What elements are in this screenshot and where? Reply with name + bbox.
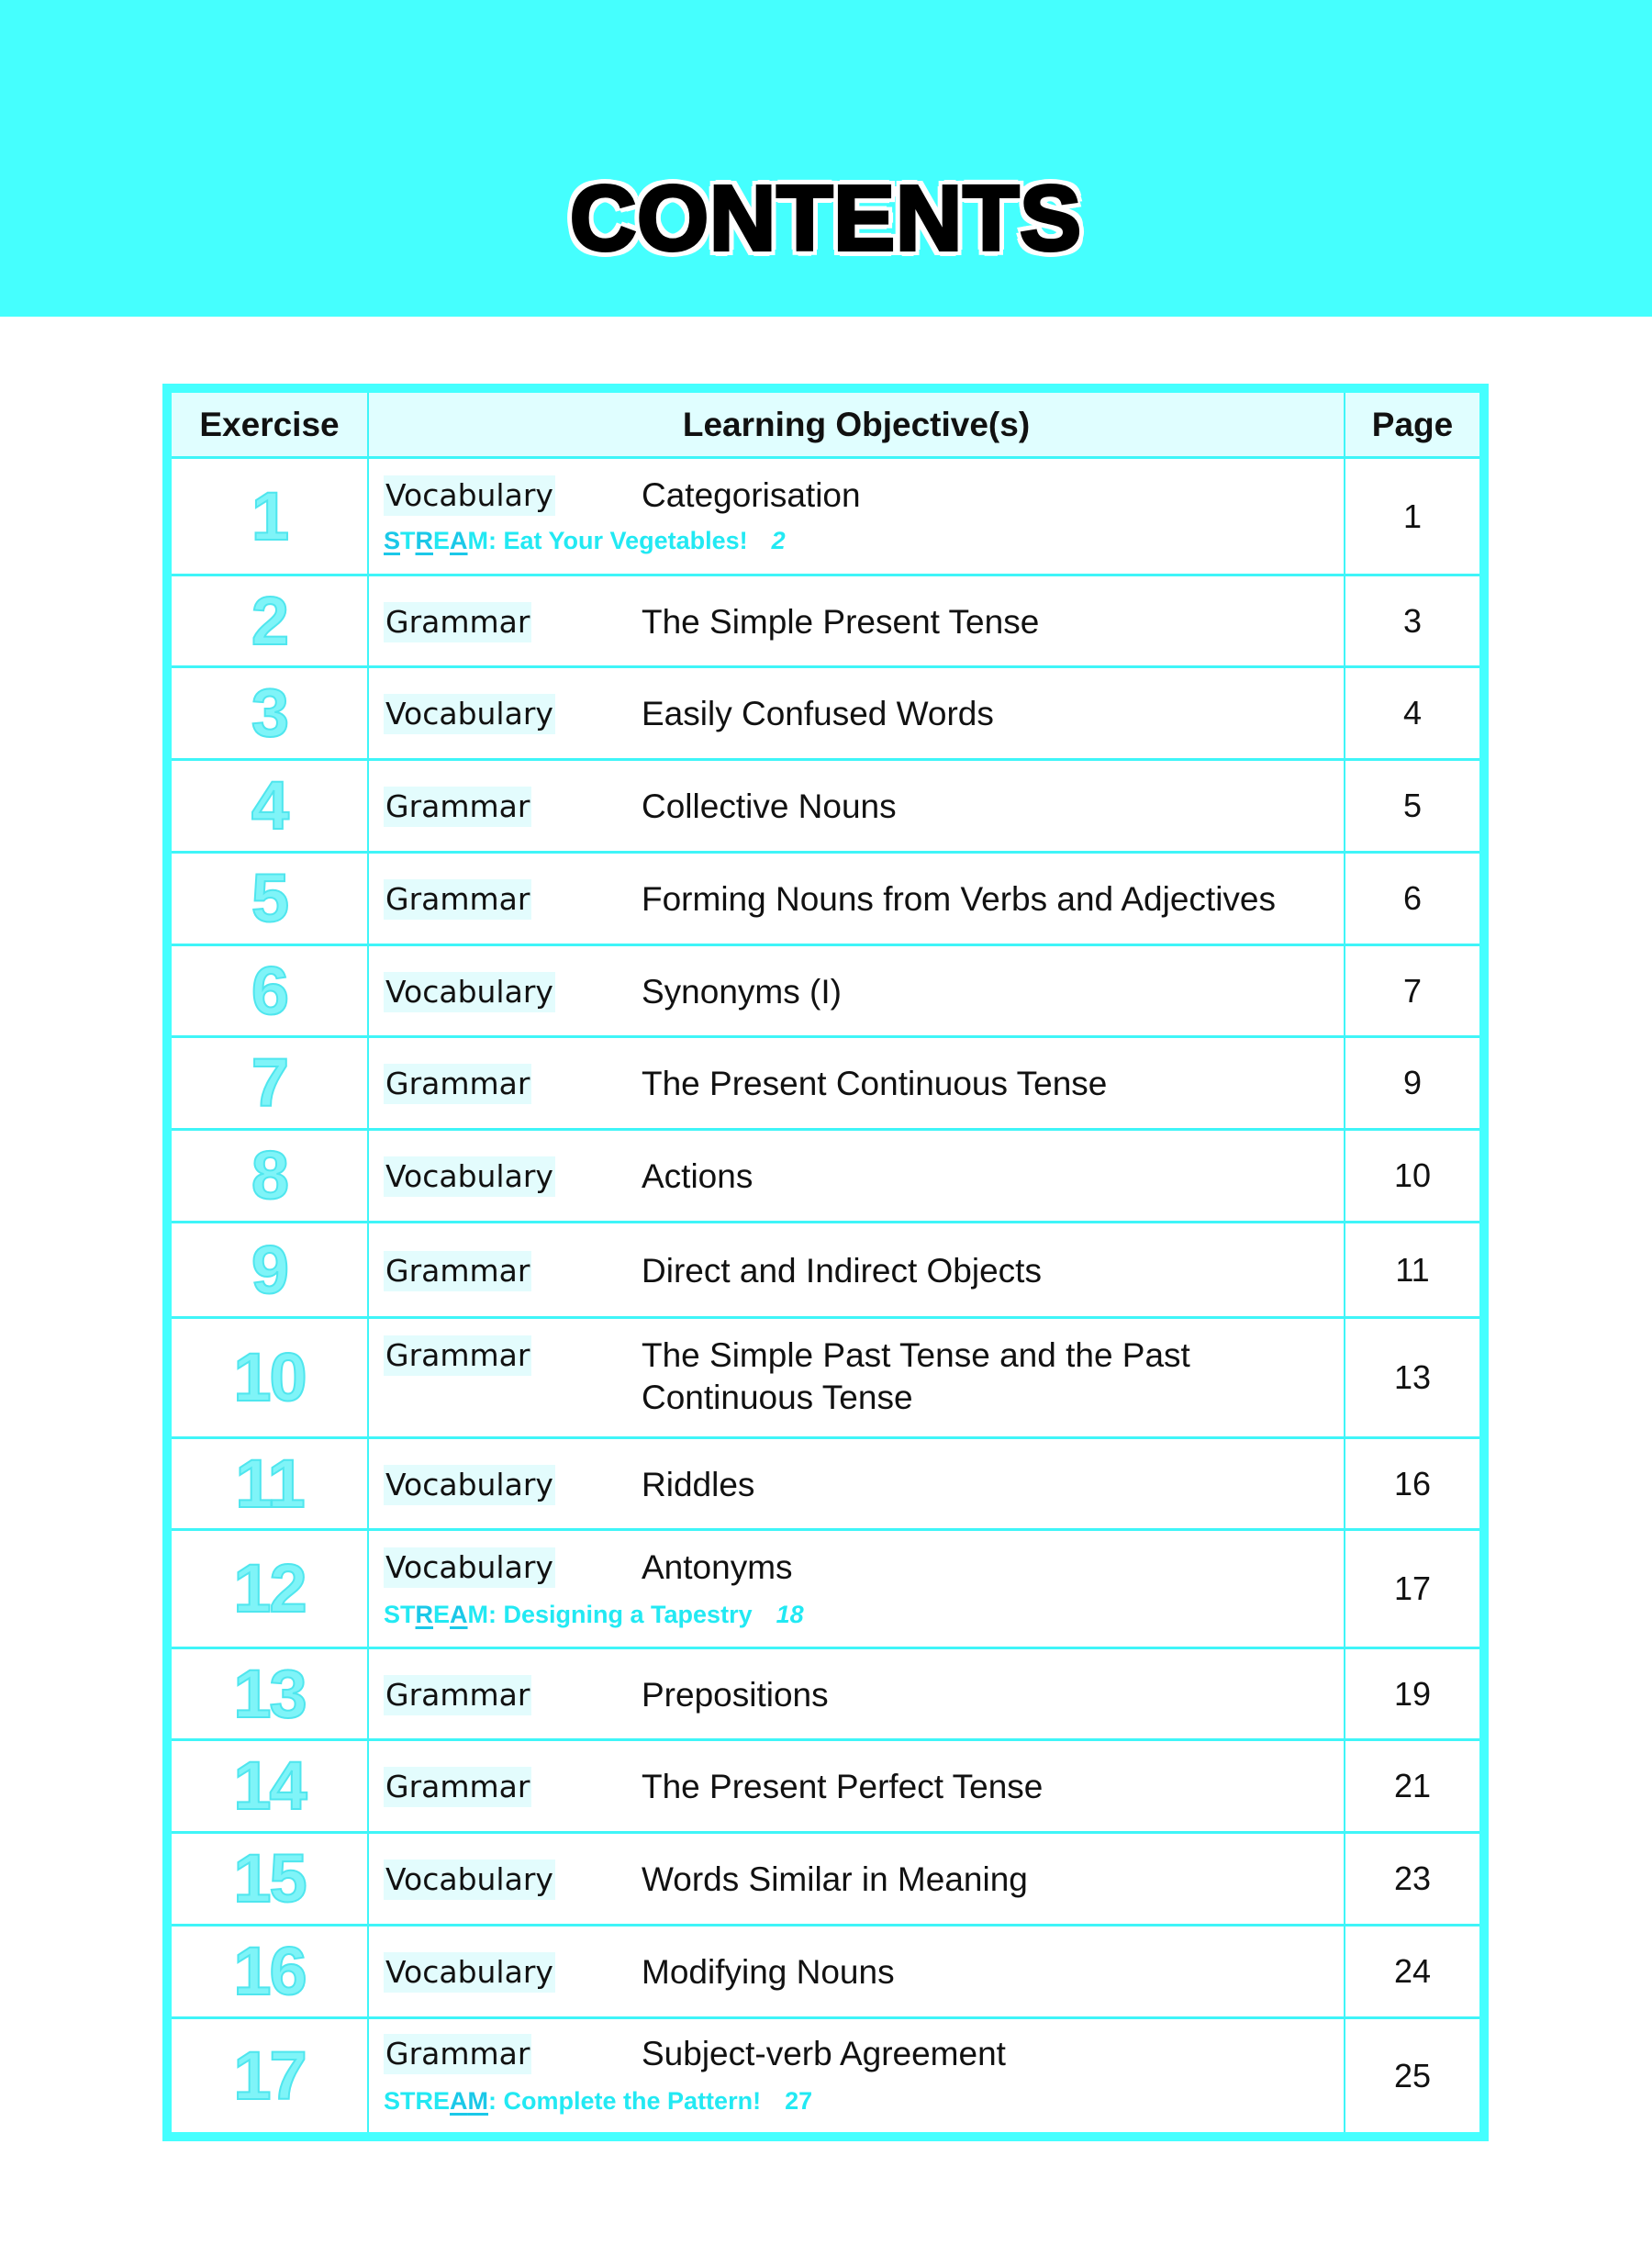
stream-activity[interactable]: STREAM: Complete the Pattern! 27 <box>384 2087 813 2115</box>
stream-activity[interactable]: STREAM: Eat Your Vegetables! 2 <box>384 527 786 554</box>
stream-title: : Complete the Pattern! <box>488 2087 762 2115</box>
objective-text: Categorisation <box>642 476 861 514</box>
exercise-number: 4 <box>251 767 288 843</box>
objective-text: Prepositions <box>642 1676 829 1714</box>
objective-text: Words Similar in Meaning <box>642 1860 1028 1898</box>
table-row[interactable] <box>172 1439 1479 1531</box>
category-label: Grammar <box>384 879 531 920</box>
table-row[interactable] <box>172 576 1479 668</box>
category-label: Grammar <box>384 787 531 827</box>
table-row[interactable] <box>172 946 1479 1038</box>
page-title: CONTENTS <box>570 167 1082 270</box>
category-label: Vocabulary <box>384 1860 555 1900</box>
category-label: Vocabulary <box>384 972 555 1012</box>
table-row[interactable] <box>172 1927 1479 2019</box>
objective-text: Riddles <box>642 1466 755 1503</box>
exercise-number: 7 <box>251 1044 288 1121</box>
page-number: 5 <box>1402 787 1423 824</box>
category-label: Vocabulary <box>384 475 555 516</box>
page-number: 10 <box>1393 1156 1432 1194</box>
stream-page: 18 <box>776 1601 804 1628</box>
objective-text: Collective Nouns <box>642 787 897 825</box>
objective-text: Modifying Nouns <box>642 1953 895 1991</box>
category-label: Grammar <box>384 1675 531 1715</box>
category-label: Vocabulary <box>384 1547 555 1588</box>
page-number: 21 <box>1393 1767 1432 1804</box>
page-number: 16 <box>1393 1464 1432 1502</box>
page-number: 19 <box>1393 1674 1432 1713</box>
table-row[interactable] <box>172 1741 1479 1834</box>
stream-title: : Eat Your Vegetables! <box>488 527 748 554</box>
column-header-exercise: Exercise <box>172 393 369 456</box>
column-header-learning-objectives: Learning Objective(s) <box>369 393 1345 456</box>
stream-activity[interactable]: STREAM: Designing a Tapestry 18 <box>384 1601 804 1628</box>
exercise-number: 13 <box>233 1655 306 1732</box>
stream-page: 2 <box>771 527 786 554</box>
table-header-row <box>172 393 1479 459</box>
objective-text: Antonyms <box>642 1548 793 1586</box>
category-label: Grammar <box>384 1767 531 1807</box>
exercise-number: 5 <box>251 860 288 936</box>
page-number: 1 <box>1402 497 1423 535</box>
page-number: 13 <box>1393 1358 1432 1396</box>
page-number: 4 <box>1402 694 1423 732</box>
table-row[interactable] <box>172 1531 1479 1649</box>
table-row[interactable] <box>172 761 1479 854</box>
exercise-number: 2 <box>251 582 288 659</box>
table-row[interactable] <box>172 1834 1479 1927</box>
page-number: 25 <box>1393 2056 1432 2094</box>
objective-text: The Present Perfect Tense <box>642 1768 1044 1805</box>
table-row[interactable] <box>172 1319 1479 1439</box>
table-row[interactable] <box>172 1223 1479 1319</box>
category-label: Vocabulary <box>384 1465 555 1505</box>
contents-table <box>162 384 1489 2141</box>
objective-text: The Simple Present Tense <box>642 603 1040 641</box>
exercise-number: 11 <box>235 1445 304 1522</box>
page-number: 23 <box>1393 1860 1432 1897</box>
stream-title: : Designing a Tapestry <box>488 1601 753 1628</box>
exercise-number: 8 <box>251 1137 288 1213</box>
exercise-number: 14 <box>233 1748 306 1824</box>
page-number: 17 <box>1393 1569 1432 1607</box>
objective-text: Subject-verb Agreement <box>642 2035 1006 2072</box>
category-label: Grammar <box>384 1251 531 1291</box>
table-row[interactable] <box>172 459 1479 576</box>
page-number: 24 <box>1393 1952 1432 1990</box>
objective-text: Easily Confused Words <box>642 695 994 732</box>
category-label: Vocabulary <box>384 694 555 734</box>
table-row[interactable] <box>172 1131 1479 1223</box>
objective-text-line2: Continuous Tense <box>642 1379 913 1416</box>
page-number: 3 <box>1402 601 1423 640</box>
table-row[interactable] <box>172 1649 1479 1741</box>
category-label: Vocabulary <box>384 1156 555 1197</box>
page-number: 7 <box>1402 971 1423 1010</box>
category-label: Grammar <box>384 602 531 642</box>
exercise-number: 6 <box>251 952 288 1029</box>
category-label: Grammar <box>384 1335 531 1376</box>
exercise-number: 1 <box>251 477 288 554</box>
table-row[interactable] <box>172 668 1479 761</box>
objective-text: Synonyms (I) <box>642 973 842 1011</box>
column-header-page: Page <box>1371 405 1454 443</box>
category-label: Grammar <box>384 1064 531 1104</box>
exercise-number: 3 <box>251 675 288 751</box>
page-number: 9 <box>1402 1064 1423 1101</box>
table-row[interactable] <box>172 2019 1479 2132</box>
page-number: 6 <box>1402 879 1423 917</box>
category-label: Vocabulary <box>384 1952 555 1993</box>
exercise-number: 12 <box>233 1550 306 1626</box>
exercise-number: 9 <box>251 1231 288 1308</box>
exercise-number: 17 <box>233 2037 306 2114</box>
exercise-number: 16 <box>233 1933 306 2009</box>
objective-text: Direct and Indirect Objects <box>642 1252 1042 1290</box>
objective-text: Forming Nouns from Verbs and Adjectives <box>642 880 1276 918</box>
category-label: Grammar <box>384 2034 531 2074</box>
exercise-number: 15 <box>233 1840 306 1916</box>
table-row[interactable] <box>172 854 1479 946</box>
objective-text-line1: The Simple Past Tense and the Past <box>642 1336 1190 1374</box>
objective-text: The Present Continuous Tense <box>642 1065 1108 1102</box>
objective-text: Actions <box>642 1157 753 1195</box>
exercise-number: 10 <box>233 1339 306 1415</box>
page-number: 11 <box>1395 1250 1430 1289</box>
table-row[interactable] <box>172 1038 1479 1131</box>
stream-page: 27 <box>785 2087 813 2115</box>
